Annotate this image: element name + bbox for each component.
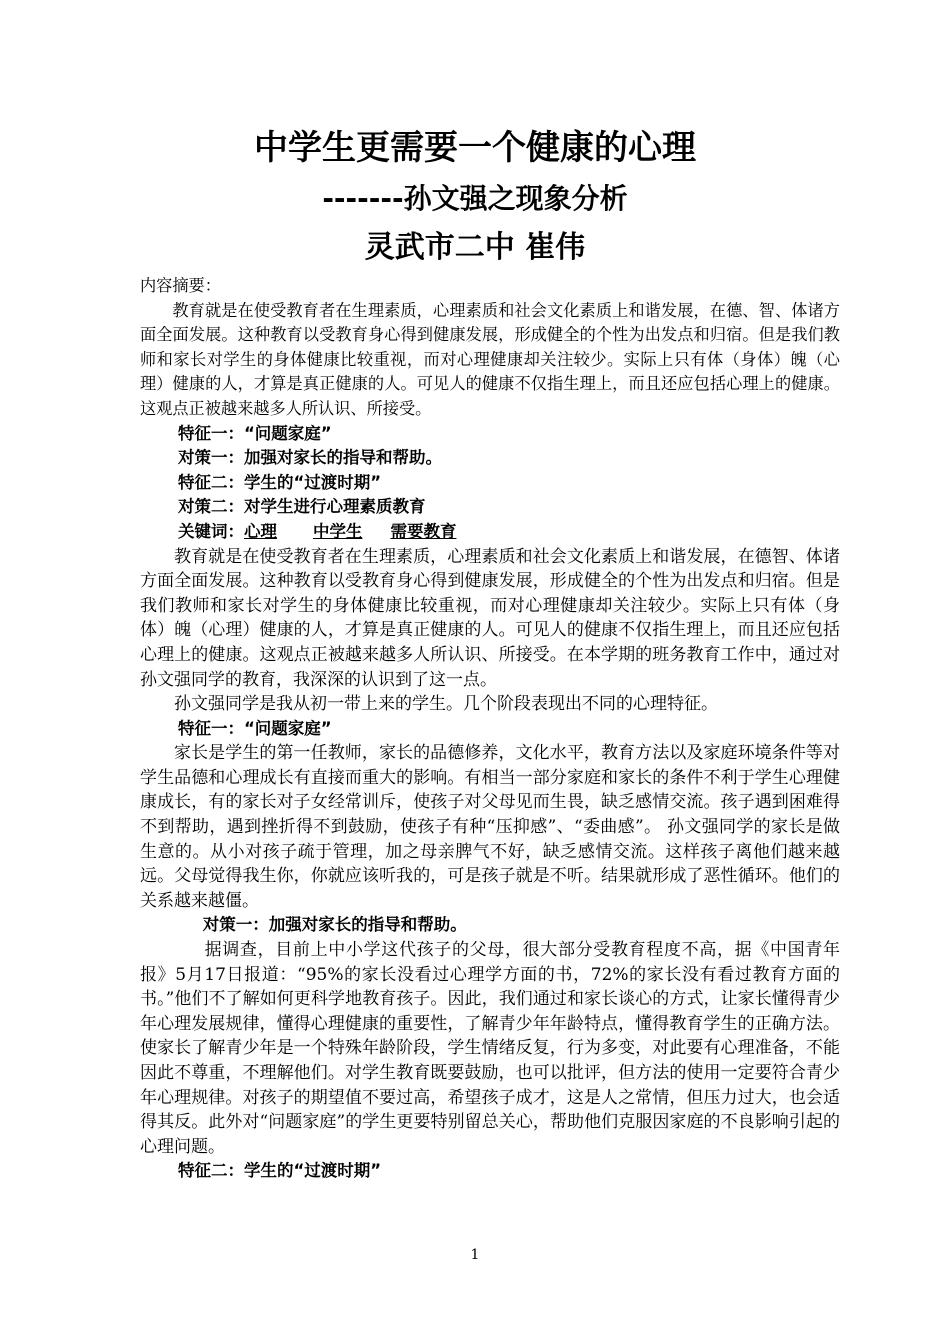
abstract-feature-2: 特征二：学生的“过渡时期”: [177, 472, 382, 492]
keyword: 中学生: [312, 521, 363, 541]
abstract-feature-1: 特征一：“问题家庭”: [177, 423, 332, 443]
body-paragraph-4: 据调查，目前上中小学这代孩子的父母，很大部分受教育程度不高，据《中国青年报》5月17日报道：“95%的家长没看过心理学方面的书，72%的家长没有看过教育方面的书。”他们不了解如何更科学地教育孩子。因此，我们通过和家长谈心的方式，让家长懂得青少年心理发展规律，懂得心理健康的重要性，了解青少年年龄特点，懂得教育学生的正确方法。使家长了解青少年是一个特殊年龄阶段，学生情绪反复，行为多变，对此要有心理准备，不能因此不尊重，不理解他们。对学生教育既要鼓励，也可以批评，但方法的使用一定要符合青少年心理规律。对孩子的期望值不要过高，希望孩子成才，这是人之常情，但压力过大，也会适得其反。此外对“问题家庭”的学生更要特别留总关心，帮助他们克服因家庭的不良影响引起的心理问题。: [140, 940, 840, 1157]
keyword: 心理: [243, 521, 277, 541]
abstract-strategy-1: 对策一：加强对家长的指导和帮助。: [177, 448, 442, 468]
body-paragraph-1: 教育就是在使受教育者在生理素质，心理素质和社会文化素质上和谐发展，在德智、体诸方面全面发展。这种教育以受教育身心得到健康发展，形成健全的个性为出发点和归宿。但是我们教师和家长对学生的身体健康比较重视，而对心理健康却关注较少。实际上只有体（身体）魄（心理）健康的人，才算是真正健康的人。可见人的健康不仅指生理上，而且还应包括心理上的健康。这观点正被越来越多人所认识、所接受。在本学期的班务教育工作中，通过对孙文强同学的教育，我深深的认识到了这一点。: [140, 546, 840, 690]
section-heading-feature-1: 特征一：“问题家庭”: [177, 718, 332, 738]
page-number: 1: [470, 1247, 480, 1263]
author-line: 灵武市二中 崔伟: [364, 230, 586, 265]
keywords-label: 关键词：: [177, 521, 244, 541]
abstract-label: 内容摘要：: [140, 276, 221, 295]
document-body: [140, 274, 840, 1184]
section-heading-feature-2: 特征二：学生的“过渡时期”: [177, 1161, 382, 1181]
section-heading-strategy-1: 对策一：加强对家长的指导和帮助。: [202, 915, 467, 935]
keyword: 需要教育: [390, 521, 457, 541]
keywords-line: [140, 520, 840, 545]
abstract-strategy-2: 对策二：对学生进行心理素质教育: [177, 497, 426, 517]
body-paragraph-3: 家长是学生的第一任教师，家长的品德修养，文化水平，教育方法以及家庭环境条件等对学生品德和心理成长有直接而重大的影响。有相当一部分家庭和家长的条件不利于学生心理健康成长，有的家长对子女经常训斥，使孩子对父母见而生畏，缺乏感情交流。孩子遇到困难得不到帮助，遇到挫折得不到鼓励，使孩子有种“压抑感”、“委曲感”。 孙文强同学的家长是做生意的。从小对孩子疏于管理，加之母亲脾气不好，缺乏感情交流。这样孩子离他们越来越远。父母觉得我生你，你就应该听我的，可是孩子就是不听。结果就形成了恶性循环。他们的关系越来越僵。: [140, 743, 840, 911]
page-title: 中学生更需要一个健康的心理: [254, 128, 696, 168]
body-paragraph-2: 孙文强同学是我从初一带上来的学生。几个阶段表现出不同的心理特征。: [174, 694, 718, 715]
abstract-text: 教育就是在使受教育者在生理素质，心理素质和社会文化素质上和谐发展，在德、智、体诸方面全面发展。这种教育以受教育身心得到健康发展，形成健全的个性为出发点和归宿。但是我们教师和家长对学生的身体健康比较重视，而对心理健康却关注较少。实际上只有体（身体）魄（心理）健康的人，才算是真正健康的人。可见人的健康不仅指生理上，而且还应包括心理上的健康。这观点正被越来越多人所认识、所接受。: [140, 300, 840, 418]
page-subtitle: -------孙文强之现象分析: [322, 182, 628, 215]
